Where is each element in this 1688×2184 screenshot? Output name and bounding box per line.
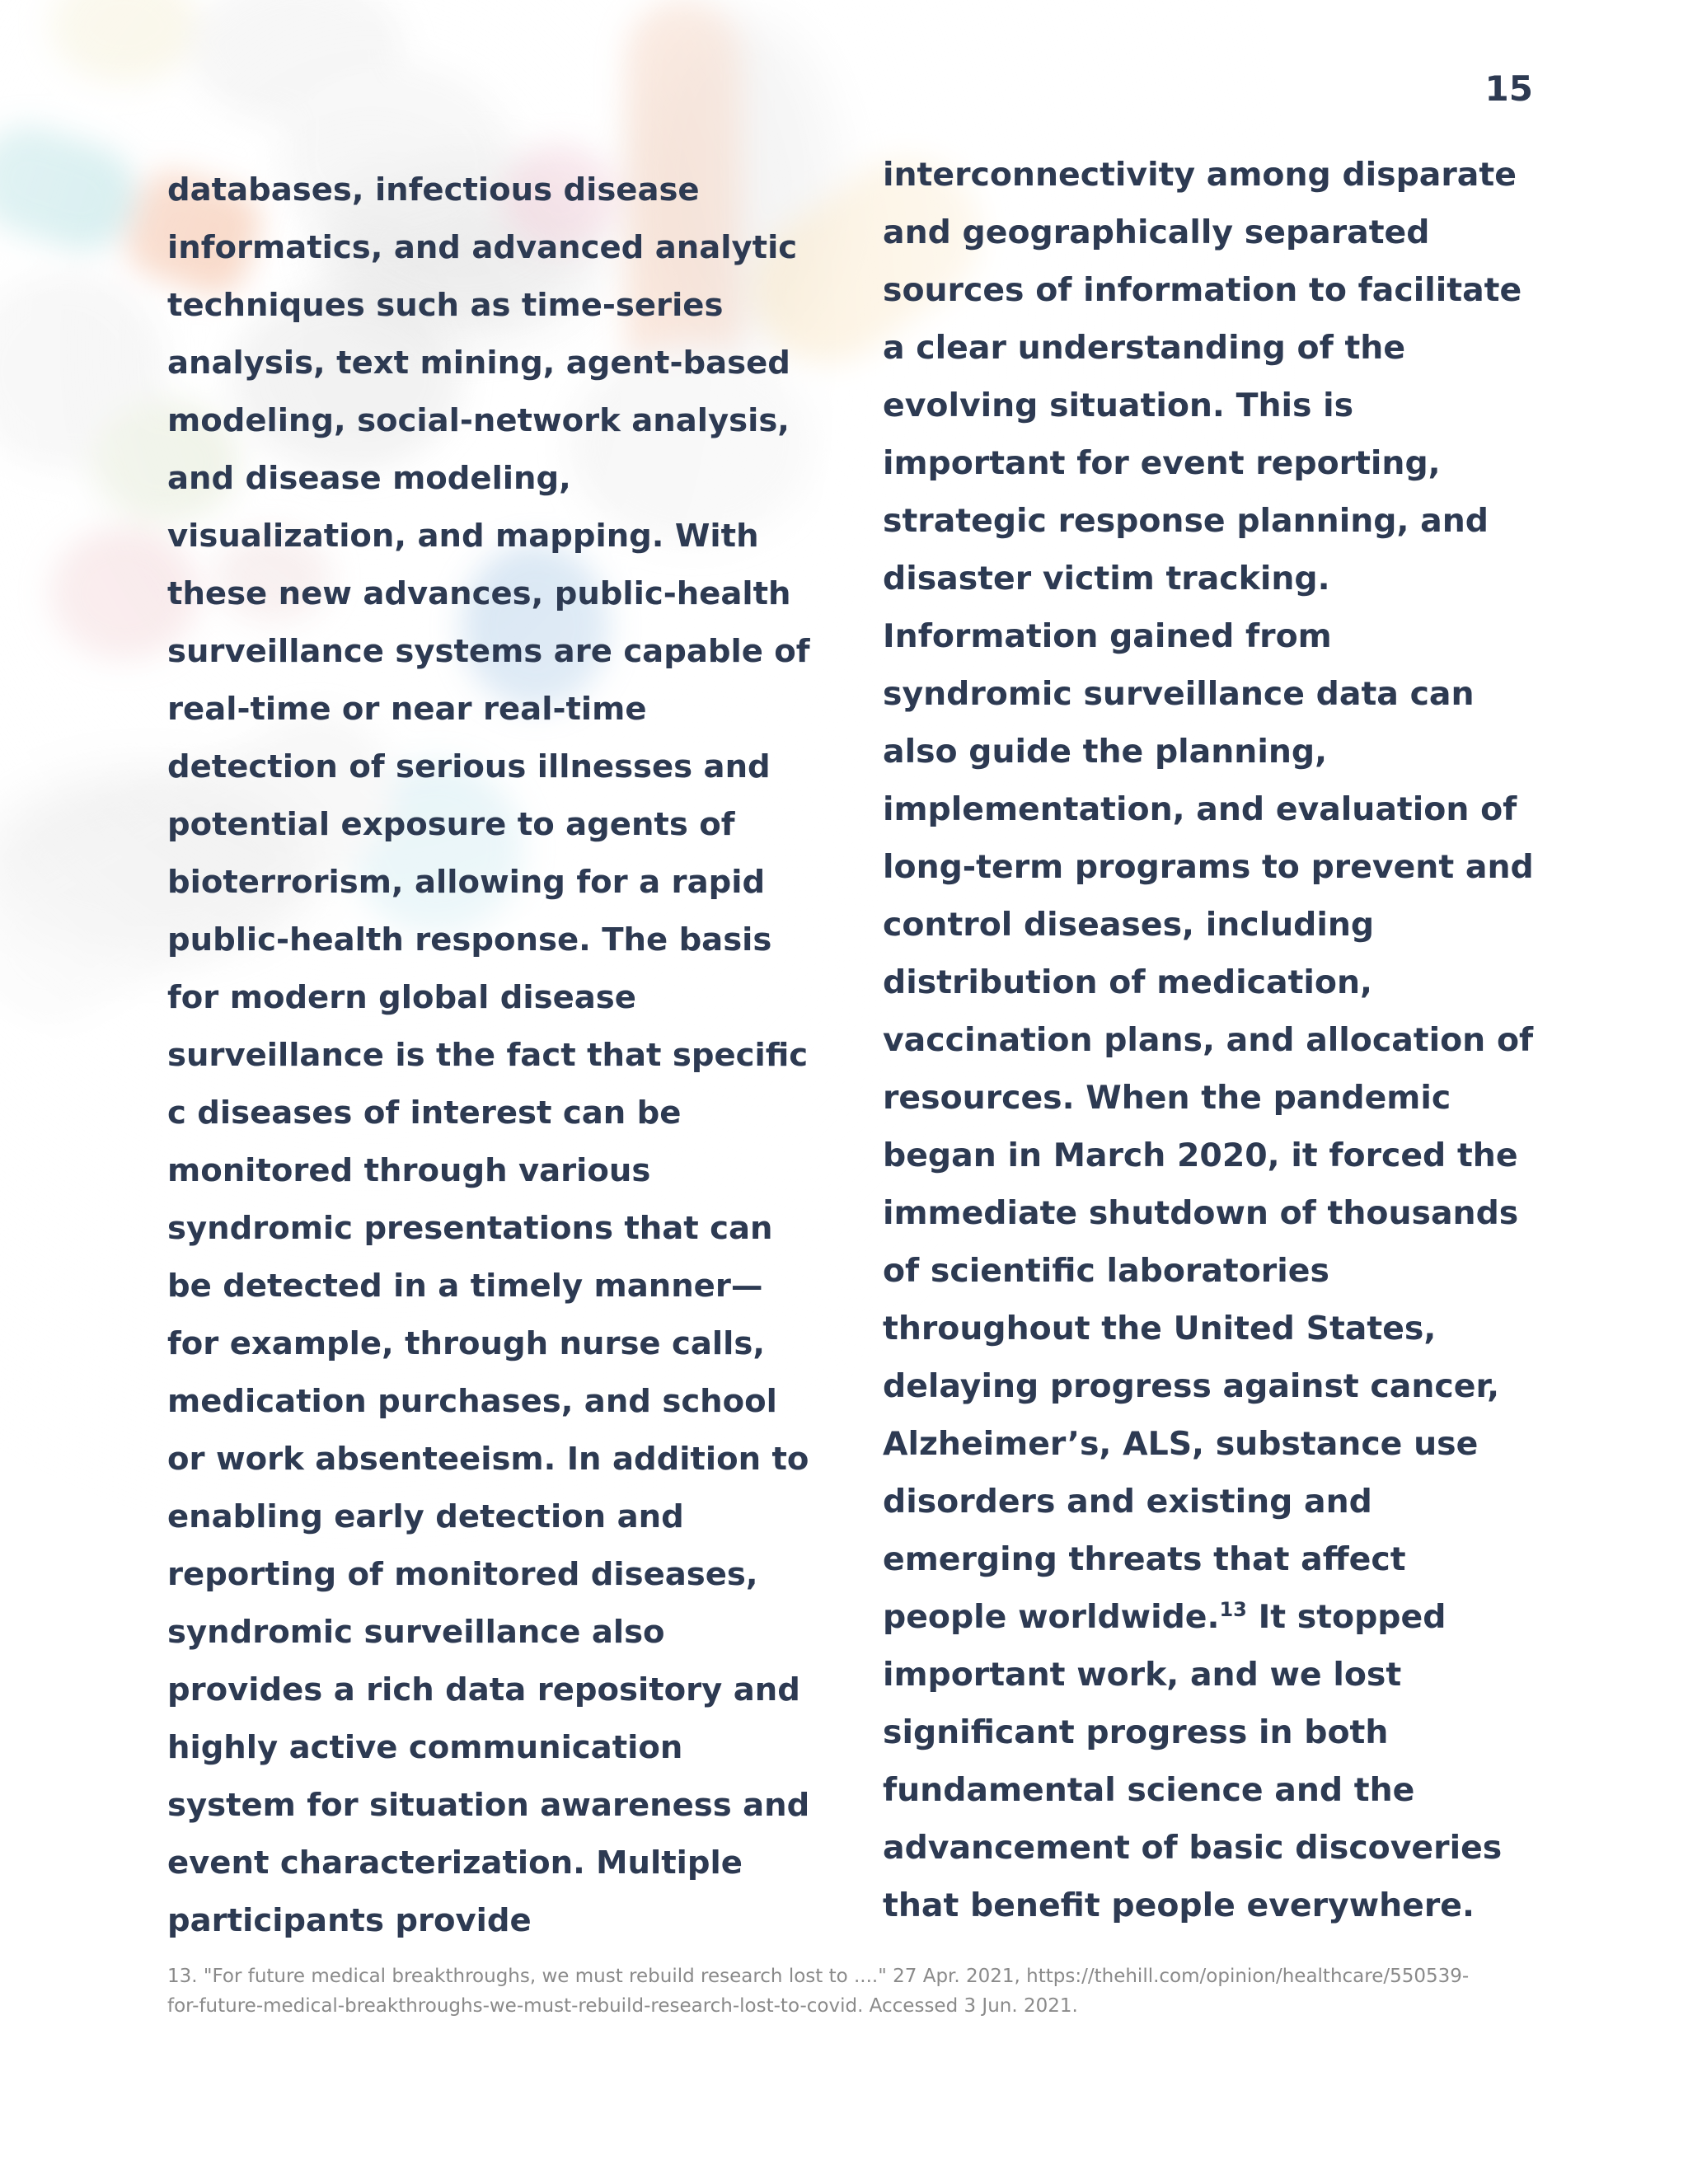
text-line: surveillance is the fact that specific <box>167 1037 809 1074</box>
text-line: distribution of medication, <box>883 963 1372 1001</box>
text-segment: It stopped <box>1246 1598 1447 1636</box>
text-line: enabling early detection and <box>167 1498 684 1535</box>
text-line: analysis, text mining, agent-based <box>167 344 790 382</box>
text-line: disorders and existing and <box>883 1483 1372 1521</box>
text-line: surveillance systems are capable of <box>167 633 810 670</box>
text-line: that benefit people everywhere. <box>883 1886 1475 1924</box>
text-line: implementation, and evaluation of <box>883 790 1517 828</box>
text-line: databases, infectious disease <box>167 171 700 209</box>
text-line: public-health response. The basis <box>167 921 772 958</box>
text-line: also guide the planning, <box>883 733 1328 771</box>
text-line: techniques such as time-series <box>167 287 724 324</box>
text-segment: people worldwide. <box>883 1598 1220 1636</box>
text-line: and geographically separated <box>883 213 1430 251</box>
text-line: or work absenteeism. In addition to <box>167 1441 809 1478</box>
text-line: advancement of basic discoveries <box>883 1829 1503 1867</box>
text-line: important for event reporting, <box>883 444 1441 482</box>
text-line: c diseases of interest can be <box>167 1094 682 1132</box>
text-line: potential exposure to agents of <box>167 806 735 843</box>
text-line: a clear understanding of the <box>883 329 1406 367</box>
text-line: throughout the United States, <box>883 1310 1437 1347</box>
text-line: syndromic presentations that can <box>167 1210 773 1247</box>
text-line: important work, and we lost <box>883 1656 1402 1694</box>
text-line: long-term programs to prevent and <box>883 848 1534 886</box>
footnote <box>167 1961 1503 2021</box>
text-line: these new advances, public-health <box>167 575 791 612</box>
text-line: be detected in a timely manner— <box>167 1268 763 1305</box>
footnote-line: 13. "For future medical breakthroughs, we must rebuild research lost to ...." 27 Apr. 2021, https://thehill.com/opinion/healthcare/550539- <box>167 1966 1470 1987</box>
text-line: modeling, social-network analysis, <box>167 402 790 439</box>
footnote-line: for-future-medical-breakthroughs-we-must-rebuild-research-lost-to-covid. Accessed 3 Jun. 2021. <box>167 1995 1078 2017</box>
text-line: real-time or near real-time <box>167 691 647 728</box>
text-line: disaster victim tracking. <box>883 560 1330 598</box>
text-line: monitored through various <box>167 1152 651 1189</box>
text-line: visualization, and mapping. With <box>167 518 759 555</box>
text-line: provides a rich data repository and <box>167 1671 800 1708</box>
text-line: immediate shutdown of thousands <box>883 1194 1519 1232</box>
text-line: event characterization. Multiple <box>167 1844 743 1882</box>
footnote-reference[interactable]: 13 <box>1219 1597 1247 1621</box>
text-line: highly active communication <box>167 1729 683 1766</box>
text-line: evolving situation. This is <box>883 387 1354 424</box>
text-line: resources. When the pandemic <box>883 1079 1451 1117</box>
left-column-text <box>167 162 827 1950</box>
text-line: medication purchases, and school <box>167 1383 777 1420</box>
text-line: vaccination plans, and allocation of <box>883 1021 1534 1059</box>
text-line: for modern global disease <box>167 979 636 1016</box>
text-line: bioterrorism, allowing for a rapid <box>167 864 766 901</box>
right-column-text <box>883 146 1542 1934</box>
text-line: syndromic surveillance data can <box>883 675 1475 713</box>
text-line: fundamental science and the <box>883 1771 1415 1809</box>
text-line: sources of information to facilitate <box>883 271 1522 309</box>
text-line: Information gained from <box>883 617 1332 655</box>
text-line: syndromic surveillance also <box>167 1614 665 1651</box>
text-line: delaying progress against cancer, <box>883 1367 1500 1405</box>
text-line: detection of serious illnesses and <box>167 748 771 785</box>
text-line: Alzheimer’s, ALS, substance use <box>883 1425 1479 1463</box>
text-line: system for situation awareness and <box>167 1787 810 1824</box>
text-line: and disease modeling, <box>167 460 571 497</box>
page-number: 15 <box>1484 68 1533 109</box>
text-line: emerging threats that affect <box>883 1540 1406 1578</box>
text-line: strategic response planning, and <box>883 502 1489 540</box>
text-line: control diseases, including <box>883 906 1375 944</box>
text-line: for example, through nurse calls, <box>167 1325 765 1362</box>
text-line: began in March 2020, it forced the <box>883 1137 1518 1174</box>
text-line: participants provide <box>167 1902 532 1939</box>
text-line: of scientific laboratories <box>883 1252 1329 1290</box>
text-line: informatics, and advanced analytic <box>167 229 798 266</box>
text-line: interconnectivity among disparate <box>883 156 1517 194</box>
text-line: reporting of monitored diseases, <box>167 1556 758 1593</box>
text-line: significant progress in both <box>883 1713 1389 1751</box>
text-line-with-footnote-ref <box>883 1588 1542 1646</box>
